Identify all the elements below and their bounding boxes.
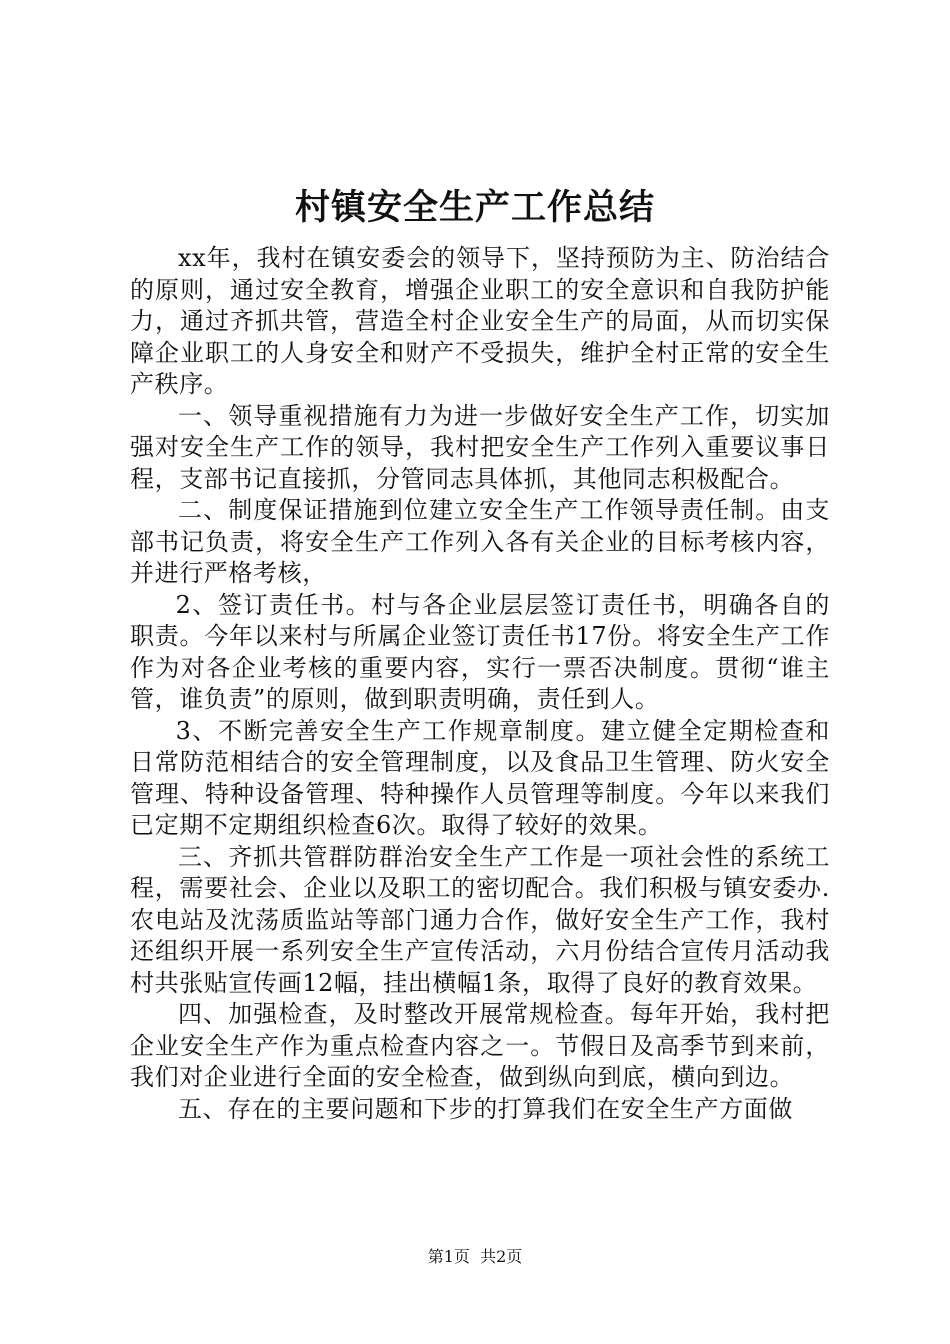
document-title: 村镇安全生产工作总结: [294, 187, 655, 228]
paragraph-section-2: 二、制度保证措施到位建立安全生产工作领导责任制。由支部书记负责，将安全生产工作列入各有关企业的目标考核内容，并进行严格考核，: [130, 496, 830, 587]
paragraph-item-2: 2、签订责任书。村与各企业层层签订责任书，明确各自的职责。今年以来村与所属企业签订责任书17份。将安全生产工作作为对各企业考核的重要内容，实行一票否决制度。贯彻“谁主管，谁负责”的原则，做到职责明确，责任到人。: [130, 590, 830, 713]
paragraph-section-4: 四、加强检查，及时整改开展常规检查。每年开始，我村把企业安全生产作为重点检查内容之一。节假日及高季节到来前，我们对企业进行全面的安全检查，做到纵向到底，横向到边。: [130, 1000, 830, 1091]
paragraph-item-3: 3、不断完善安全生产工作规章制度。建立健全定期检查和日常防范相结合的安全管理制度，以及食品卫生管理、防火安全管理、特种设备管理、特种操作人员管理等制度。今年以来我们已定期不定期组织检查6次。取得了较好的效果。: [130, 716, 830, 839]
document-body: [130, 243, 830, 1125]
page-total: 共2页: [480, 1247, 523, 1266]
page-footer: [0, 1246, 950, 1268]
paragraph-section-5: 五、存在的主要问题和下步的打算我们在安全生产方面做: [178, 1094, 793, 1123]
paragraph-section-1: 一、领导重视措施有力为进一步做好安全生产工作，切实加强对安全生产工作的领导，我村把安全生产工作列入重要议事日程，支部书记直接抓，分管同志具体抓，其他同志积极配合。: [130, 401, 830, 493]
paragraph-intro: xx年，我村在镇安委会的领导下，坚持预防为主、防治结合的原则，通过安全教育，增强企业职工的安全意识和自我防护能力，通过齐抓共管，营造全村企业安全生产的局面，从而切实保障企业职工的人身安全和财产不受损失，维护全村正常的安全生产秩序。: [130, 244, 830, 398]
page-number: 第1页: [427, 1247, 470, 1266]
paragraph-section-3: 三、齐抓共管群防群治安全生产工作是一项社会性的系统工程，需要社会、企业以及职工的密切配合。我们积极与镇安委办.农电站及沈荡质监站等部门通力合作，做好安全生产工作，我村还组织开展一系列安全生产宣传活动，六月份结合宣传月活动我村共张贴宣传画12幅，挂出横幅1条，取得了良好的教育效果。: [130, 842, 830, 997]
